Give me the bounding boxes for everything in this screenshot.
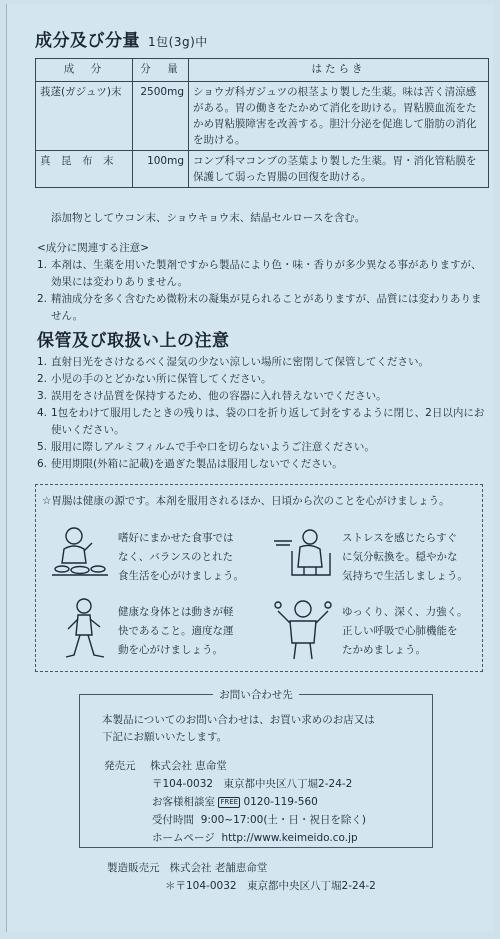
storage-heading: 保管及び取扱い上の注意: [37, 331, 230, 351]
list-item: 2. 精油成分を多く含むため微粉末の凝集が見られることがありますが、品質には変わりありません。: [37, 293, 482, 322]
list-item: 6. 使用期限(外箱に記載)を過ぎた製品は服用しないでください。: [37, 458, 343, 470]
walking-person-icon: [62, 597, 108, 661]
seller-address: 〒104-0032 東京都中央区八丁堀2-24-2: [152, 778, 353, 790]
phone-number: 0120-119-560: [243, 796, 318, 808]
tip-breathing: ゆっくり、深く、力強く。 正しい呼吸で心肺機能を たかめましょう。: [342, 606, 468, 656]
website-row: ホームページ http://www.keimeido.co.jp: [152, 832, 358, 844]
ingredient-desc: ショウガ科ガジュツの根茎より製した生薬。味は苦く清涼感がある。胃の働きをたかめて消化を助ける。胃粘膜血流をたかめ胃粘膜障害を改善する。胆汁分泌を促進して脂肪の消化を助ける。: [189, 82, 489, 151]
table-row: [36, 151, 489, 188]
maker-row: 製造販売元 株式会社 老舗恵命堂: [107, 862, 268, 874]
additives-text: 添加物としてウコン末、ショウキョウ末、結晶セルロースを含む。: [51, 212, 366, 224]
contact-box: [79, 689, 433, 848]
list-item: 3. 誤用をさけ品質を保持するため、他の容器に入れ替えないでください。: [37, 390, 387, 402]
ingredients-heading: 成分及び分量 1包(3g)中: [35, 31, 208, 51]
list-item: 4. 1包をわけて服用したときの残りは、袋の口を折り返して封をするように閉じ、2日以内にお使いください。: [37, 407, 485, 436]
tip-diet: 嗜好にまかせた食事では なく、バランスのとれた 食生活を心がけましょう。: [118, 532, 244, 582]
list-item: 1. 本剤は、生薬を用いた製剤ですから製品により色・味・香りが多少異なる事がありますが、効果には変わりありません。: [37, 259, 482, 288]
ingredient-amount: 100mg: [133, 151, 189, 188]
phone-label: お客様相談室: [152, 796, 215, 808]
seller-label: 発売元: [104, 760, 136, 772]
maker-address: ＊〒104-0032 東京都中央区八丁堀2-24-2: [165, 880, 376, 892]
storage-notes-list: [37, 354, 487, 473]
health-tips-lead: ☆胃腸は健康の源です。本剤を服用されるほか、日頃から次のことを心がけましょう。: [42, 495, 450, 507]
seller-name: 株式会社 恵命堂: [150, 760, 227, 772]
ingredients-table: [35, 58, 489, 188]
ingredient-desc: コンブ科マコンブの茎葉より製した生薬。胃・消化管粘膜を保護して弱った胃腸の回復を助ける。: [189, 151, 489, 188]
col-header: 成 分: [36, 59, 133, 82]
health-tips-box: [35, 484, 483, 672]
contact-intro: 本製品についてのお問い合わせは、お買い求めのお店又は: [102, 714, 375, 726]
tip-exercise: 健康な身体とは動きが軽 快であること。適度な運 動を心がけましょう。: [118, 606, 234, 656]
col-header: 分 量: [133, 59, 189, 82]
table-header-row: [36, 59, 489, 82]
list-item: 2. 小児の手のとどかない所に保管してください。: [37, 373, 272, 385]
freedial-icon: FREE: [220, 798, 239, 806]
eating-person-icon: [50, 523, 110, 581]
website-link[interactable]: http://www.keimeido.co.jp: [221, 832, 358, 844]
relaxing-person-icon: [270, 523, 336, 581]
contact-intro: 下記にお願いいたします。: [102, 731, 228, 743]
package-insert: [6, 4, 493, 932]
phone-row: [152, 793, 318, 811]
tip-stress: ストレスを感じたらすぐ に気分転換を。穏やかな 気持ちで生活しましょう。: [342, 532, 468, 582]
breathing-person-icon: [270, 597, 336, 661]
list-item: 1. 直射日光をさけなるべく湿気の少ない涼しい場所に密閉して保管してください。: [37, 356, 429, 368]
list-item: 5. 服用に際しアルミフィルムで手や口を切らないようご注意ください。: [37, 441, 375, 453]
related-notes-list: [37, 257, 487, 325]
table-row: [36, 82, 489, 151]
col-header: はたらき: [189, 59, 489, 82]
ingredient-name: 莪蒁(ガジュツ)末: [36, 82, 133, 151]
ingredient-name: 真 昆 布 末: [36, 151, 133, 188]
hours-row: 受付時間 9:00~17:00(土・日・祝日を除く): [152, 814, 367, 826]
related-notes-title: <成分に関連する注意>: [37, 242, 150, 254]
contact-title: お問い合わせ先: [80, 686, 432, 704]
ingredient-amount: 2500mg: [133, 82, 189, 151]
